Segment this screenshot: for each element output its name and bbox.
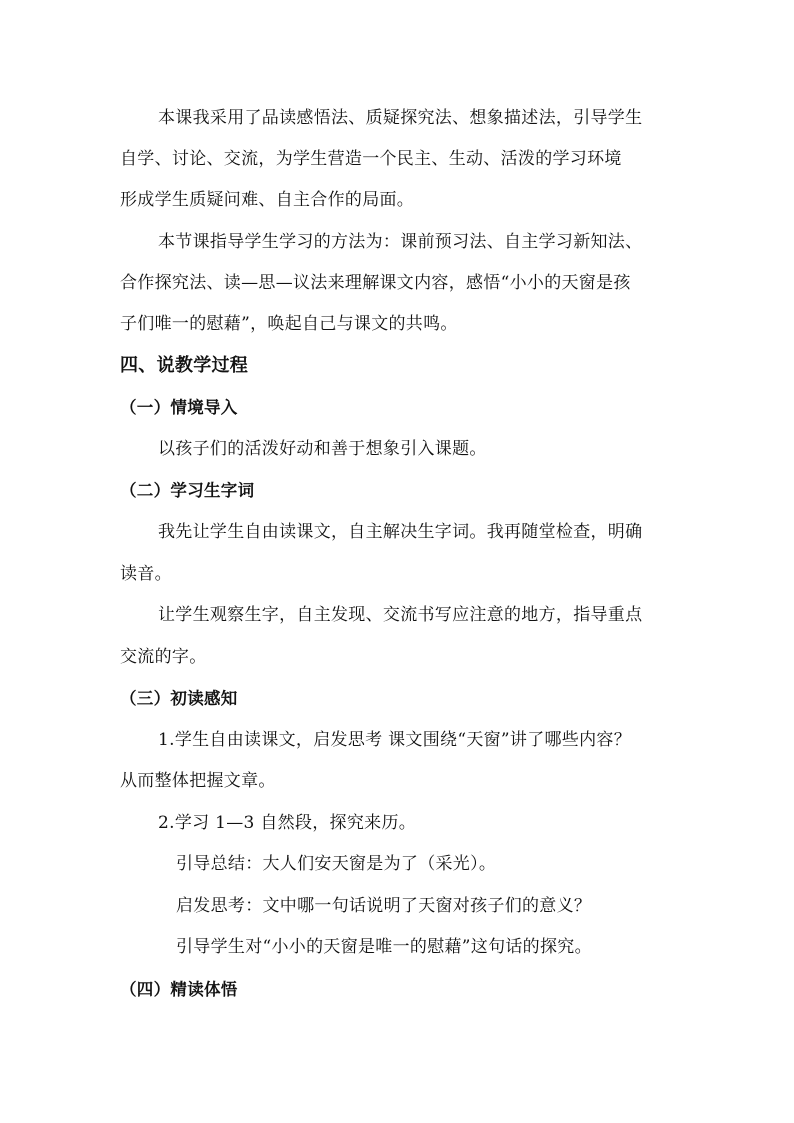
part-3-sub-item-3: 引导学生对“小小的天窗是唯一的慰藉”这句话的探究。 [176, 937, 592, 957]
part-3-item-1-line-1: 1.学生自由读课文，启发思考 课文围绕“天窗”讲了哪些内容？ [158, 730, 632, 750]
part-2-paragraph-1-line-1: 我先让学生自由读课文，自主解决生字词。我再随堂检查，明确 [158, 522, 643, 542]
part-1-line-1: 以孩子们的活泼好动和善于想象引入课题。 [158, 439, 487, 459]
part-3-item-2: 2.学习 1—3 自然段，探究来历。 [158, 813, 417, 833]
part-2-heading: （二）学习生字词 [120, 481, 255, 500]
part-4-heading: （四）精读体悟 [120, 980, 238, 999]
part-2-paragraph-2-line-1: 让学生观察生字，自主发现、交流书写应注意的地方，指导重点 [158, 605, 643, 625]
part-2-paragraph-2-line-2: 交流的字。 [120, 647, 207, 667]
paragraph-2-line-3: 子们唯一的慰藉”，唤起自己与课文的共鸣。 [120, 314, 458, 334]
part-3-sub-item-2: 启发思考：文中哪一句话说明了天窗对孩子们的意义？ [176, 896, 592, 916]
part-3-item-1-line-2: 从而整体把握文章。 [120, 771, 276, 791]
paragraph-1-line-2: 自学、讨论、交流，为学生营造一个民主、生动、活泼的学习环境 [120, 149, 622, 169]
paragraph-1-line-1: 本课我采用了品读感悟法、质疑探究法、想象描述法，引导学生 [158, 108, 643, 128]
section-4-heading: 四、说教学过程 [120, 355, 249, 376]
paragraph-2-line-1: 本节课指导学生学习的方法为：课前预习法、自主学习新知法、 [158, 232, 643, 252]
paragraph-1-line-3: 形成学生质疑问难、自主合作的局面。 [120, 190, 415, 210]
part-2-paragraph-1-line-2: 读音。 [120, 564, 172, 584]
part-3-sub-item-1: 引导总结：大人们安天窗是为了（采光）。 [176, 854, 497, 874]
part-1-heading: （一）情境导入 [120, 398, 238, 417]
paragraph-2-line-2: 合作探究法、读—思—议法来理解课文内容，感悟“小小的天窗是孩 [120, 273, 631, 293]
part-3-heading: （三）初读感知 [120, 689, 238, 708]
